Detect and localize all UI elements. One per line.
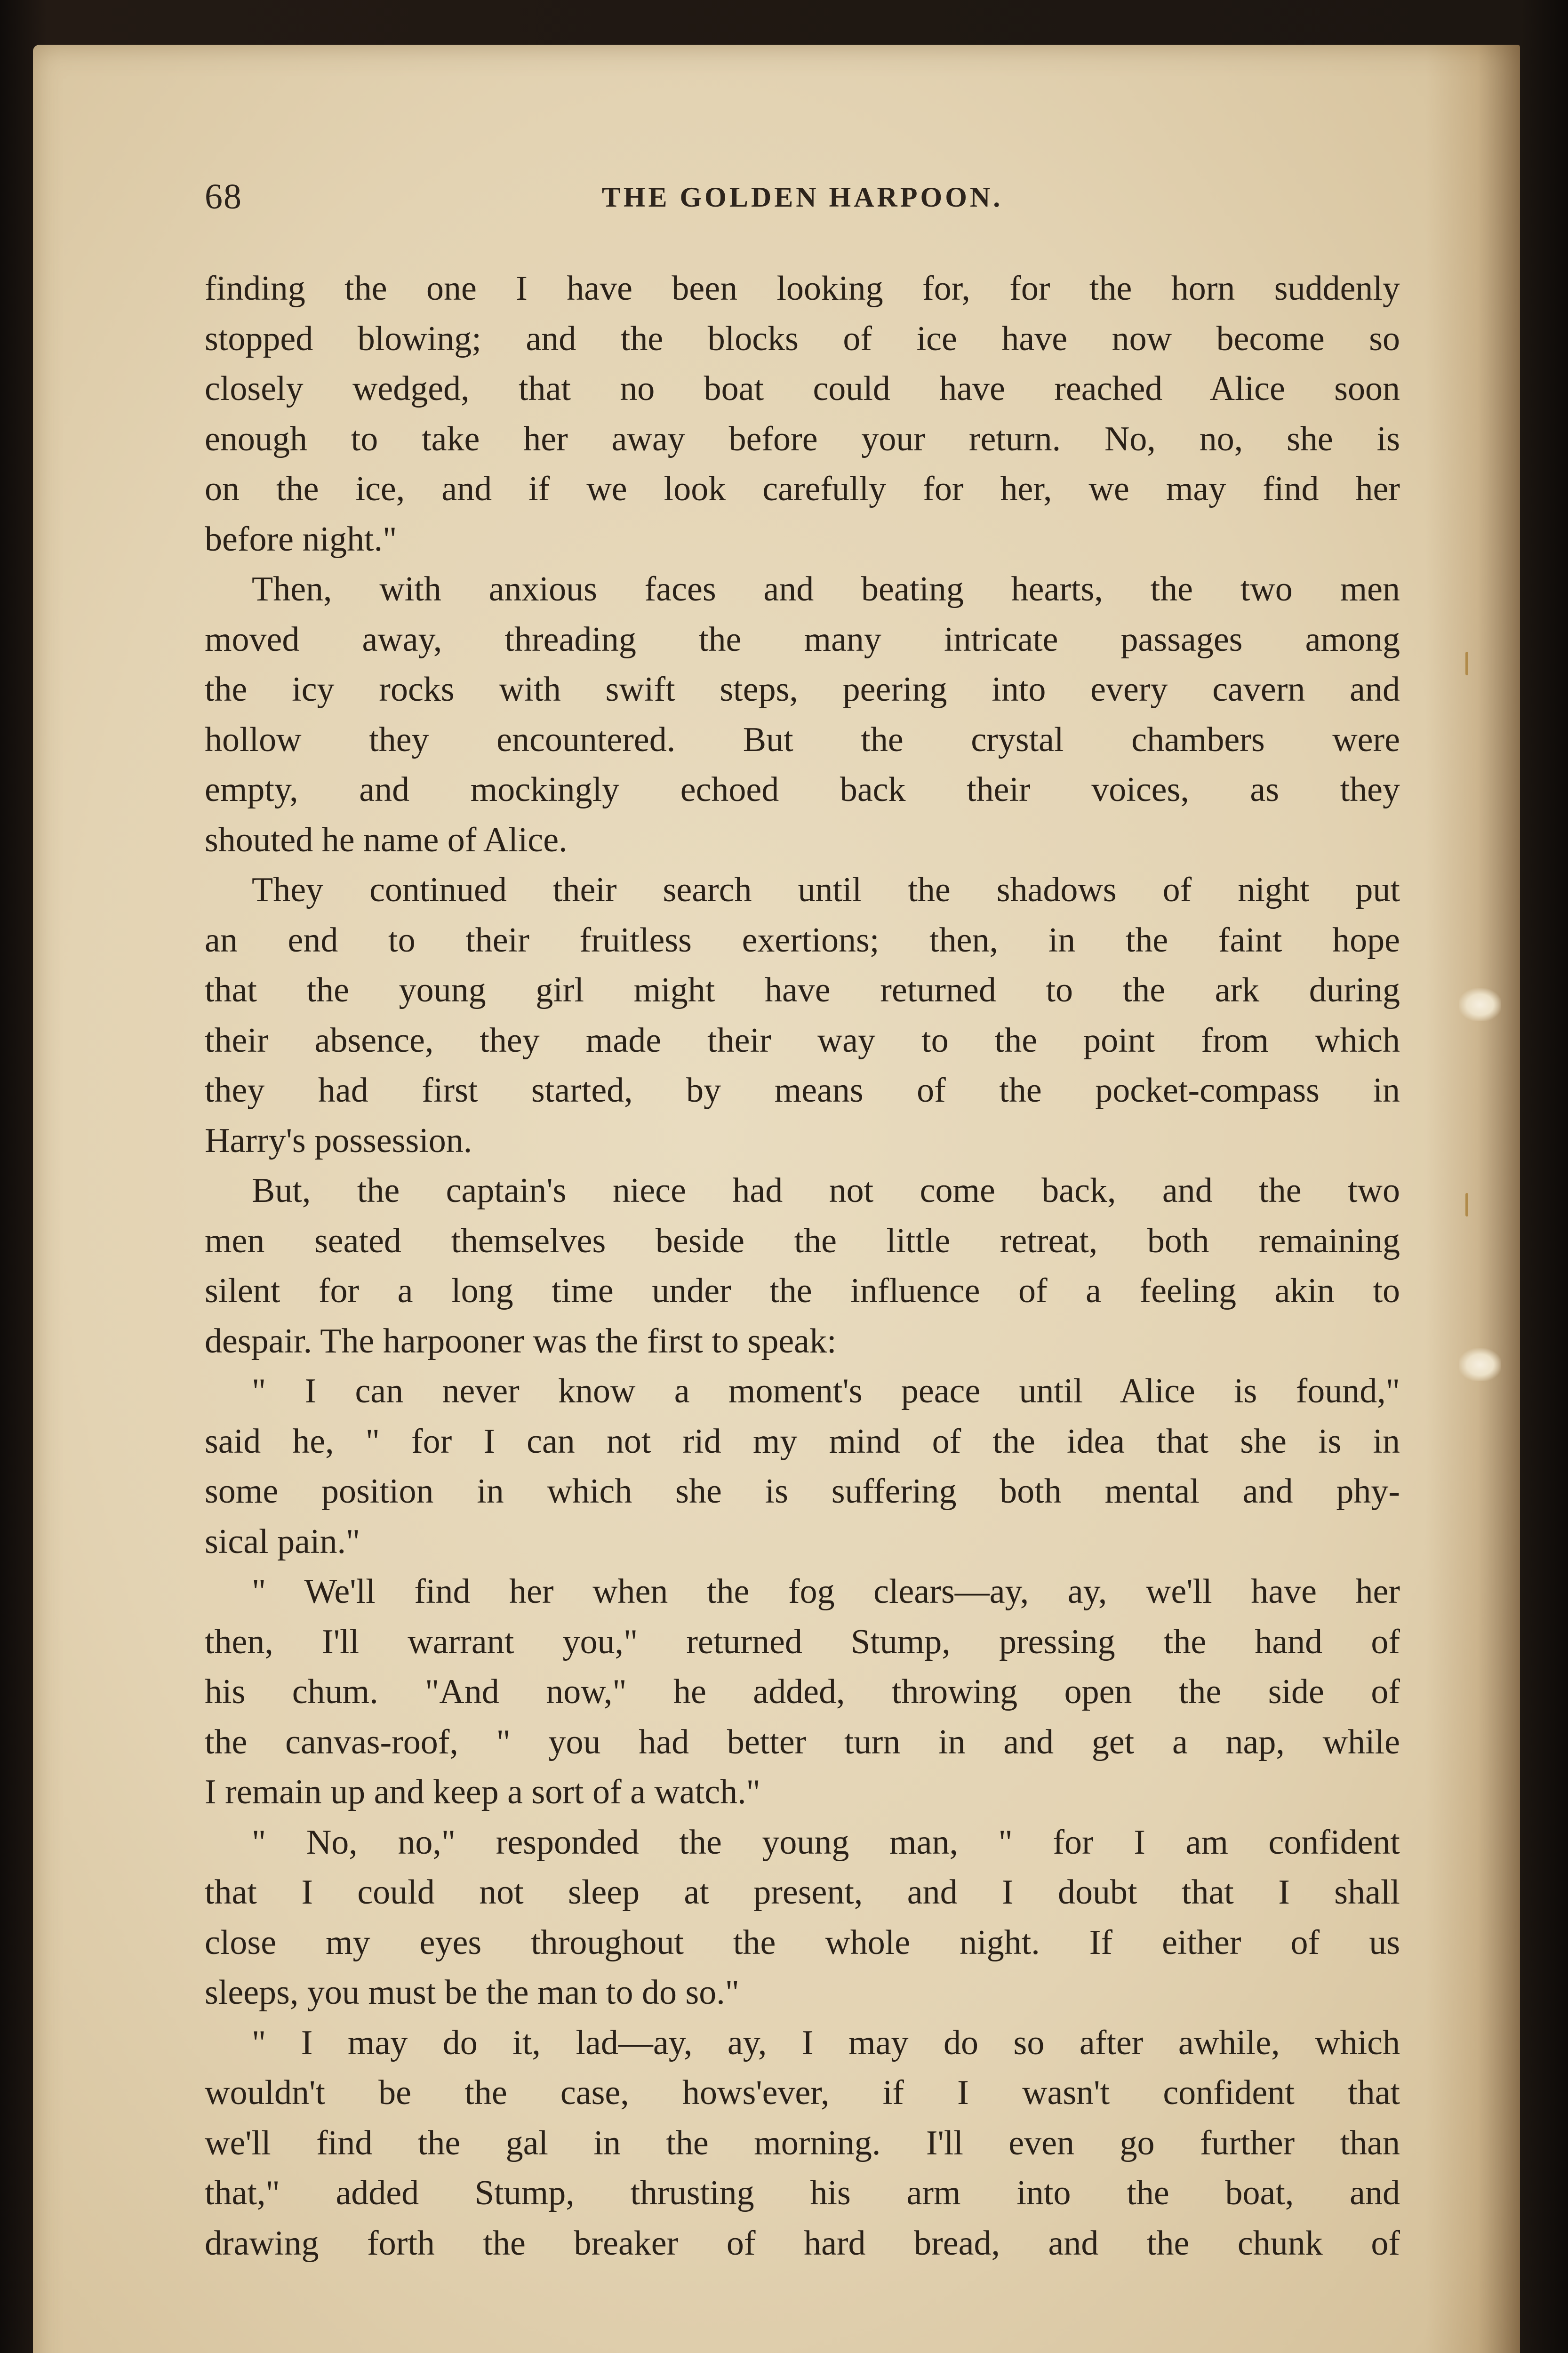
page-number: 68 — [205, 177, 242, 216]
text-line: an end to their fruitless exertions; then, in the faint hope — [205, 920, 1400, 960]
text-line: the icy rocks with swift steps, peering into every cavern and — [205, 670, 1400, 709]
text-line: silent for a long time under the influence of a feeling akin to — [205, 1272, 1400, 1310]
text-line: " I can never know a moment's peace until Alice is found," — [252, 1372, 1400, 1410]
text-line: some position in which she is suffering both mental and phy- — [205, 1472, 1400, 1511]
text-line: they had first started, by means of the pocket-compass in — [205, 1071, 1400, 1110]
text-line: wouldn't be the case, hows'ever, if I wasn't confident that — [205, 2073, 1400, 2112]
text-line: sleeps, you must be the man to do so." — [205, 1973, 739, 2012]
text-line: before night." — [205, 520, 397, 559]
text-line: They continued their search until the shadows of night put — [252, 871, 1400, 909]
text-line: on the ice, and if we look carefully for her, we may find her — [205, 470, 1400, 508]
binding-stitch-2 — [1459, 1348, 1501, 1381]
text-line: I remain up and keep a sort of a watch." — [205, 1773, 760, 1811]
text-line: Then, with anxious faces and beating hearts, the two men — [252, 570, 1400, 608]
text-line: close my eyes throughout the whole night. If either of us — [205, 1923, 1400, 1962]
text-line: the canvas-roof, " you had better turn in and get a nap, while — [205, 1722, 1400, 1761]
text-line: But, the captain's niece had not come back, and the two — [252, 1171, 1400, 1210]
text-line: " No, no," responded the young man, " for I am confident — [252, 1823, 1400, 1862]
text-line: sical pain." — [205, 1522, 360, 1561]
text-line: Harry's possession. — [205, 1121, 472, 1160]
binding-mark-1 — [1465, 652, 1468, 675]
text-line: that," added Stump, thrusting his arm into the boat, and — [205, 2174, 1400, 2212]
text-line: men seated themselves beside the little retreat, both remaining — [205, 1221, 1400, 1260]
text-line: drawing forth the breaker of hard bread, and the chunk of — [205, 2224, 1400, 2263]
text-line: their absence, they made their way to the point from which — [205, 1021, 1400, 1060]
running-title: THE GOLDEN HARPOON. — [601, 182, 1003, 213]
text-line: stopped blowing; and the blocks of ice have now become so — [205, 319, 1400, 358]
body-text — [205, 264, 1400, 2268]
text-line: shouted he name of Alice. — [205, 820, 568, 859]
binding-mark-2 — [1465, 1193, 1468, 1217]
text-line: said he, " for I can not rid my mind of the idea that she is in — [205, 1422, 1400, 1461]
binding-stitch-1 — [1459, 988, 1501, 1021]
text-line: that I could not sleep at present, and I doubt that I shall — [205, 1873, 1400, 1912]
text-line: moved away, threading the many intricate passages among — [205, 620, 1400, 659]
text-line: closely wedged, that no boat could have reached Alice soon — [205, 369, 1400, 408]
text-line: enough to take her away before your return. No, no, she is — [205, 419, 1400, 458]
text-line: hollow they encountered. But the crystal chambers were — [205, 720, 1400, 759]
text-line: then, I'll warrant you," returned Stump, pressing the hand of — [205, 1622, 1400, 1661]
text-line: finding the one I have been looking for, for the horn suddenly — [205, 269, 1400, 308]
text-line: " I may do it, lad—ay, ay, I may do so after awhile, which — [252, 2023, 1400, 2062]
page-gutter-shadow — [1426, 45, 1520, 2353]
text-line: we'll find the gal in the morning. I'll even go further than — [205, 2123, 1400, 2162]
text-line: that the young girl might have returned to the ark during — [205, 971, 1400, 1009]
page-header — [205, 176, 1400, 228]
text-line: empty, and mockingly echoed back their voices, as they — [205, 770, 1400, 809]
text-line: despair. The harpooner was the first to speak: — [205, 1321, 837, 1361]
text-line: his chum. "And now," he added, throwing open the side of — [205, 1673, 1400, 1711]
text-line: " We'll find her when the fog clears—ay, ay, we'll have her — [252, 1572, 1400, 1611]
